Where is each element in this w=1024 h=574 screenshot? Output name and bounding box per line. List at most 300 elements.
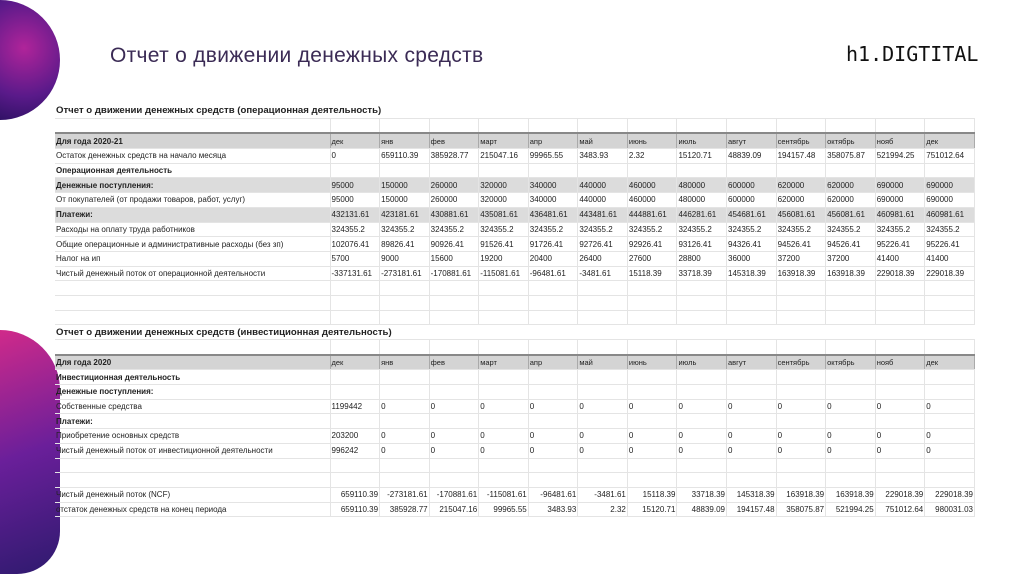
value-cell[interactable]: 229018.39 — [925, 266, 975, 281]
value-cell[interactable]: 94526.41 — [826, 237, 876, 252]
cell[interactable] — [727, 458, 777, 473]
value-cell[interactable]: 2.32 — [578, 502, 628, 517]
cell[interactable] — [727, 310, 777, 325]
cell[interactable] — [776, 118, 826, 133]
cell[interactable] — [528, 118, 578, 133]
value-cell[interactable]: 48839.09 — [677, 502, 727, 517]
value-cell[interactable]: 480000 — [677, 193, 727, 208]
value-cell[interactable] — [578, 414, 628, 429]
cell[interactable] — [826, 118, 876, 133]
value-cell[interactable] — [578, 163, 628, 178]
row-label[interactable]: Платежи: — [55, 207, 330, 222]
month-header[interactable]: июнь — [627, 133, 677, 148]
value-cell[interactable]: 15120.71 — [627, 502, 677, 517]
month-header[interactable]: март — [479, 133, 529, 148]
cell[interactable] — [627, 118, 677, 133]
value-cell[interactable]: 358075.87 — [826, 149, 876, 164]
cell[interactable] — [826, 473, 876, 488]
value-cell[interactable]: -170881.61 — [429, 487, 479, 502]
value-cell[interactable]: 194157.48 — [776, 149, 826, 164]
value-cell[interactable]: 0 — [677, 443, 727, 458]
value-cell[interactable]: 0 — [925, 443, 975, 458]
value-cell[interactable]: 480000 — [677, 178, 727, 193]
value-cell[interactable] — [528, 385, 578, 400]
cell[interactable] — [380, 473, 430, 488]
month-header[interactable]: июнь — [627, 355, 677, 370]
cell[interactable] — [925, 473, 975, 488]
cell[interactable] — [925, 281, 975, 296]
cell[interactable] — [776, 458, 826, 473]
value-cell[interactable]: 324355.2 — [330, 222, 380, 237]
row-label[interactable]: Остаток денежных средств на начало месяца — [55, 149, 330, 164]
cell[interactable] — [578, 310, 628, 325]
value-cell[interactable]: 9000 — [380, 251, 430, 266]
value-cell[interactable]: 690000 — [875, 193, 925, 208]
value-cell[interactable] — [528, 163, 578, 178]
value-cell[interactable]: 324355.2 — [627, 222, 677, 237]
value-cell[interactable]: 324355.2 — [578, 222, 628, 237]
cell[interactable] — [528, 295, 578, 310]
row-label[interactable]: Операционная деятельность — [55, 163, 330, 178]
value-cell[interactable] — [479, 163, 529, 178]
cell[interactable] — [875, 340, 925, 355]
value-cell[interactable] — [727, 414, 777, 429]
value-cell[interactable]: -96481.61 — [528, 487, 578, 502]
value-cell[interactable]: 145318.39 — [727, 487, 777, 502]
value-cell[interactable]: 33718.39 — [677, 266, 727, 281]
cell[interactable] — [826, 340, 876, 355]
cell[interactable] — [479, 295, 529, 310]
cell[interactable] — [875, 473, 925, 488]
value-cell[interactable]: 28800 — [677, 251, 727, 266]
cell[interactable] — [429, 118, 479, 133]
value-cell[interactable]: 91726.41 — [528, 237, 578, 252]
value-cell[interactable]: 620000 — [776, 193, 826, 208]
value-cell[interactable]: 460000 — [627, 193, 677, 208]
value-cell[interactable]: 620000 — [826, 178, 876, 193]
value-cell[interactable]: 751012.64 — [875, 502, 925, 517]
value-cell[interactable]: 0 — [627, 443, 677, 458]
value-cell[interactable] — [479, 385, 529, 400]
month-header[interactable]: апр — [528, 355, 578, 370]
value-cell[interactable] — [677, 385, 727, 400]
value-cell[interactable]: 194157.48 — [727, 502, 777, 517]
cell[interactable] — [55, 458, 330, 473]
row-label[interactable]: Общие операционные и административные расходы (без зп) — [55, 237, 330, 252]
value-cell[interactable]: 620000 — [776, 178, 826, 193]
value-cell[interactable]: 260000 — [429, 193, 479, 208]
value-cell[interactable]: 423181.61 — [380, 207, 430, 222]
cell[interactable] — [776, 295, 826, 310]
cell[interactable] — [528, 473, 578, 488]
cell[interactable] — [380, 458, 430, 473]
value-cell[interactable]: 150000 — [380, 193, 430, 208]
value-cell[interactable]: 385928.77 — [380, 502, 430, 517]
value-cell[interactable]: -273181.61 — [380, 266, 430, 281]
cell[interactable] — [677, 118, 727, 133]
value-cell[interactable]: 0 — [727, 429, 777, 444]
value-cell[interactable]: 456081.61 — [776, 207, 826, 222]
value-cell[interactable] — [677, 163, 727, 178]
cell[interactable] — [479, 340, 529, 355]
value-cell[interactable]: 0 — [528, 399, 578, 414]
value-cell[interactable]: 0 — [677, 399, 727, 414]
row-label[interactable]: Чистый денежный поток (NCF) — [55, 487, 330, 502]
cell[interactable] — [528, 310, 578, 325]
cell[interactable] — [528, 340, 578, 355]
value-cell[interactable] — [627, 385, 677, 400]
value-cell[interactable]: 0 — [429, 443, 479, 458]
row-label[interactable]: Расходы на оплату труда работников — [55, 222, 330, 237]
value-cell[interactable] — [380, 385, 430, 400]
value-cell[interactable]: 440000 — [578, 178, 628, 193]
cell[interactable] — [727, 340, 777, 355]
value-cell[interactable]: 521994.25 — [826, 502, 876, 517]
value-cell[interactable] — [578, 370, 628, 385]
cell[interactable] — [380, 118, 430, 133]
value-cell[interactable]: 751012.64 — [925, 149, 975, 164]
cell[interactable] — [578, 281, 628, 296]
value-cell[interactable]: 145318.39 — [727, 266, 777, 281]
value-cell[interactable]: 0 — [826, 443, 876, 458]
value-cell[interactable]: 0 — [578, 429, 628, 444]
value-cell[interactable]: 215047.16 — [429, 502, 479, 517]
value-cell[interactable] — [330, 385, 380, 400]
value-cell[interactable]: 99965.55 — [479, 502, 529, 517]
cell[interactable] — [677, 473, 727, 488]
cell[interactable] — [776, 473, 826, 488]
month-header[interactable]: дек — [330, 355, 380, 370]
cell[interactable] — [627, 473, 677, 488]
cell[interactable] — [727, 118, 777, 133]
value-cell[interactable]: 659110.39 — [330, 487, 380, 502]
cell[interactable] — [55, 118, 330, 133]
value-cell[interactable]: 324355.2 — [429, 222, 479, 237]
cell[interactable] — [528, 281, 578, 296]
row-label[interactable]: Денежные поступления: — [55, 385, 330, 400]
value-cell[interactable]: 690000 — [925, 178, 975, 193]
value-cell[interactable]: 620000 — [826, 193, 876, 208]
value-cell[interactable]: 324355.2 — [826, 222, 876, 237]
row-label[interactable]: Налог на ип — [55, 251, 330, 266]
value-cell[interactable]: 33718.39 — [677, 487, 727, 502]
value-cell[interactable]: 41400 — [925, 251, 975, 266]
value-cell[interactable] — [925, 414, 975, 429]
value-cell[interactable]: 91526.41 — [479, 237, 529, 252]
cell[interactable] — [776, 281, 826, 296]
month-header[interactable]: нояб — [875, 133, 925, 148]
value-cell[interactable]: 0 — [479, 399, 529, 414]
value-cell[interactable]: 95226.41 — [875, 237, 925, 252]
value-cell[interactable]: 37200 — [826, 251, 876, 266]
cell[interactable] — [727, 281, 777, 296]
cell[interactable] — [429, 310, 479, 325]
value-cell[interactable] — [875, 370, 925, 385]
value-cell[interactable] — [627, 370, 677, 385]
value-cell[interactable] — [776, 163, 826, 178]
value-cell[interactable]: 0 — [380, 429, 430, 444]
value-cell[interactable]: 0 — [826, 429, 876, 444]
cell[interactable] — [627, 340, 677, 355]
cell[interactable] — [55, 295, 330, 310]
cell[interactable] — [875, 458, 925, 473]
month-header[interactable]: авгут — [727, 355, 777, 370]
value-cell[interactable]: 0 — [776, 429, 826, 444]
value-cell[interactable]: 324355.2 — [875, 222, 925, 237]
value-cell[interactable]: 980031.03 — [925, 502, 975, 517]
value-cell[interactable]: 385928.77 — [429, 149, 479, 164]
cell[interactable] — [330, 281, 380, 296]
row-label[interactable]: Приобретение основных средств — [55, 429, 330, 444]
cell[interactable] — [528, 458, 578, 473]
value-cell[interactable]: 90926.41 — [429, 237, 479, 252]
month-header[interactable]: октябрь — [826, 133, 876, 148]
cell[interactable] — [330, 295, 380, 310]
cell[interactable] — [55, 281, 330, 296]
value-cell[interactable] — [429, 370, 479, 385]
cell[interactable] — [677, 310, 727, 325]
value-cell[interactable]: 324355.2 — [528, 222, 578, 237]
value-cell[interactable]: 5700 — [330, 251, 380, 266]
value-cell[interactable] — [727, 163, 777, 178]
cell[interactable] — [330, 310, 380, 325]
value-cell[interactable]: 659110.39 — [330, 502, 380, 517]
cell[interactable] — [578, 118, 628, 133]
cell[interactable] — [429, 295, 479, 310]
value-cell[interactable]: 95000 — [330, 178, 380, 193]
value-cell[interactable]: 0 — [578, 399, 628, 414]
cell[interactable] — [380, 340, 430, 355]
cell[interactable] — [429, 281, 479, 296]
value-cell[interactable] — [826, 385, 876, 400]
cell[interactable] — [55, 340, 330, 355]
value-cell[interactable] — [528, 370, 578, 385]
value-cell[interactable]: 324355.2 — [727, 222, 777, 237]
month-header[interactable]: янв — [380, 355, 430, 370]
value-cell[interactable]: 41400 — [875, 251, 925, 266]
value-cell[interactable]: 3483.93 — [528, 502, 578, 517]
value-cell[interactable]: -3481.61 — [578, 266, 628, 281]
value-cell[interactable]: 229018.39 — [875, 266, 925, 281]
value-cell[interactable]: 3483.93 — [578, 149, 628, 164]
value-cell[interactable]: -337131.61 — [330, 266, 380, 281]
value-cell[interactable]: 600000 — [727, 178, 777, 193]
value-cell[interactable]: 600000 — [727, 193, 777, 208]
cell[interactable] — [479, 458, 529, 473]
value-cell[interactable] — [627, 163, 677, 178]
value-cell[interactable]: 36000 — [727, 251, 777, 266]
value-cell[interactable]: 95226.41 — [925, 237, 975, 252]
cell[interactable] — [925, 458, 975, 473]
cell[interactable] — [826, 295, 876, 310]
value-cell[interactable]: 0 — [330, 149, 380, 164]
cell[interactable] — [677, 340, 727, 355]
month-header[interactable]: дек — [925, 133, 975, 148]
value-cell[interactable]: 19200 — [479, 251, 529, 266]
month-header[interactable]: май — [578, 133, 628, 148]
value-cell[interactable]: 443481.61 — [578, 207, 628, 222]
cell[interactable] — [429, 458, 479, 473]
value-cell[interactable]: 260000 — [429, 178, 479, 193]
value-cell[interactable]: 0 — [727, 443, 777, 458]
value-cell[interactable]: 324355.2 — [677, 222, 727, 237]
cell[interactable] — [826, 458, 876, 473]
year-label[interactable]: Для года 2020-21 — [55, 133, 330, 148]
value-cell[interactable] — [380, 163, 430, 178]
month-header[interactable]: сентябрь — [776, 355, 826, 370]
month-header[interactable]: янв — [380, 133, 430, 148]
value-cell[interactable] — [380, 414, 430, 429]
value-cell[interactable]: 150000 — [380, 178, 430, 193]
cell[interactable] — [826, 310, 876, 325]
value-cell[interactable] — [380, 370, 430, 385]
value-cell[interactable]: -115081.61 — [479, 266, 529, 281]
month-header[interactable]: авгут — [727, 133, 777, 148]
value-cell[interactable]: 521994.25 — [875, 149, 925, 164]
value-cell[interactable]: 92726.41 — [578, 237, 628, 252]
value-cell[interactable]: 460981.61 — [875, 207, 925, 222]
value-cell[interactable]: 0 — [875, 399, 925, 414]
value-cell[interactable]: 0 — [429, 399, 479, 414]
value-cell[interactable] — [826, 414, 876, 429]
cell[interactable] — [677, 295, 727, 310]
cell[interactable] — [925, 340, 975, 355]
value-cell[interactable]: 432131.61 — [330, 207, 380, 222]
cell[interactable] — [677, 281, 727, 296]
value-cell[interactable]: 0 — [429, 429, 479, 444]
value-cell[interactable]: 0 — [479, 443, 529, 458]
value-cell[interactable]: 94326.41 — [727, 237, 777, 252]
value-cell[interactable] — [429, 414, 479, 429]
cell[interactable] — [479, 281, 529, 296]
value-cell[interactable]: 460000 — [627, 178, 677, 193]
value-cell[interactable]: 163918.39 — [776, 266, 826, 281]
cell[interactable] — [627, 310, 677, 325]
cell[interactable] — [776, 310, 826, 325]
value-cell[interactable]: 163918.39 — [826, 266, 876, 281]
value-cell[interactable]: 37200 — [776, 251, 826, 266]
cell[interactable] — [380, 281, 430, 296]
cell[interactable] — [727, 473, 777, 488]
month-header[interactable]: сентябрь — [776, 133, 826, 148]
value-cell[interactable] — [429, 163, 479, 178]
value-cell[interactable]: 0 — [380, 399, 430, 414]
cell[interactable] — [677, 458, 727, 473]
value-cell[interactable] — [875, 385, 925, 400]
cell[interactable] — [330, 340, 380, 355]
cell[interactable] — [875, 310, 925, 325]
value-cell[interactable] — [479, 414, 529, 429]
value-cell[interactable] — [776, 385, 826, 400]
value-cell[interactable]: 0 — [380, 443, 430, 458]
value-cell[interactable]: 229018.39 — [875, 487, 925, 502]
row-label[interactable]: Денежные поступления: — [55, 178, 330, 193]
value-cell[interactable]: 446281.61 — [677, 207, 727, 222]
cell[interactable] — [627, 458, 677, 473]
value-cell[interactable]: 340000 — [528, 193, 578, 208]
row-label[interactable]: Чистый денежный поток от операционной деятельности — [55, 266, 330, 281]
value-cell[interactable]: 163918.39 — [776, 487, 826, 502]
row-label[interactable]: Собственные средства — [55, 399, 330, 414]
value-cell[interactable]: 0 — [776, 443, 826, 458]
value-cell[interactable] — [727, 385, 777, 400]
row-label[interactable]: отстаток денежных средств на конец периода — [55, 502, 330, 517]
value-cell[interactable]: 996242 — [330, 443, 380, 458]
value-cell[interactable] — [330, 414, 380, 429]
value-cell[interactable]: 324355.2 — [380, 222, 430, 237]
value-cell[interactable]: 659110.39 — [380, 149, 430, 164]
value-cell[interactable]: 0 — [776, 399, 826, 414]
value-cell[interactable]: 0 — [627, 429, 677, 444]
month-header[interactable]: июль — [677, 355, 727, 370]
value-cell[interactable] — [776, 414, 826, 429]
value-cell[interactable] — [627, 414, 677, 429]
row-label[interactable]: Инвестиционная деятельность — [55, 370, 330, 385]
cell[interactable] — [776, 340, 826, 355]
value-cell[interactable]: 436481.61 — [528, 207, 578, 222]
value-cell[interactable]: 324355.2 — [479, 222, 529, 237]
section-title[interactable]: Отчет о движении денежных средств (операционная деятельность) — [55, 104, 975, 118]
cell[interactable] — [727, 295, 777, 310]
value-cell[interactable]: 690000 — [875, 178, 925, 193]
month-header[interactable]: июль — [677, 133, 727, 148]
value-cell[interactable]: 435081.61 — [479, 207, 529, 222]
value-cell[interactable]: 358075.87 — [776, 502, 826, 517]
cell[interactable] — [578, 340, 628, 355]
value-cell[interactable]: 215047.16 — [479, 149, 529, 164]
section-title[interactable]: Отчет о движении денежных средств (инвестиционная деятельность) — [55, 325, 975, 340]
cell[interactable] — [380, 310, 430, 325]
cell[interactable] — [578, 473, 628, 488]
value-cell[interactable]: 95000 — [330, 193, 380, 208]
value-cell[interactable] — [875, 163, 925, 178]
value-cell[interactable]: 0 — [627, 399, 677, 414]
value-cell[interactable]: 320000 — [479, 193, 529, 208]
cell[interactable] — [627, 281, 677, 296]
value-cell[interactable]: 0 — [875, 429, 925, 444]
value-cell[interactable]: 15120.71 — [677, 149, 727, 164]
cell[interactable] — [380, 295, 430, 310]
cell[interactable] — [429, 473, 479, 488]
value-cell[interactable]: 15118.39 — [627, 487, 677, 502]
month-header[interactable]: фев — [429, 133, 479, 148]
month-header[interactable]: май — [578, 355, 628, 370]
value-cell[interactable]: 690000 — [925, 193, 975, 208]
cell[interactable] — [330, 118, 380, 133]
value-cell[interactable] — [826, 163, 876, 178]
value-cell[interactable] — [677, 370, 727, 385]
cell[interactable] — [479, 310, 529, 325]
value-cell[interactable]: 0 — [528, 429, 578, 444]
cell[interactable] — [925, 118, 975, 133]
value-cell[interactable]: 0 — [727, 399, 777, 414]
value-cell[interactable]: 89826.41 — [380, 237, 430, 252]
value-cell[interactable]: 0 — [578, 443, 628, 458]
value-cell[interactable] — [875, 414, 925, 429]
value-cell[interactable]: 0 — [925, 429, 975, 444]
value-cell[interactable]: 229018.39 — [925, 487, 975, 502]
value-cell[interactable]: 0 — [875, 443, 925, 458]
value-cell[interactable]: 456081.61 — [826, 207, 876, 222]
value-cell[interactable] — [677, 414, 727, 429]
value-cell[interactable]: 15600 — [429, 251, 479, 266]
value-cell[interactable] — [330, 163, 380, 178]
value-cell[interactable]: 324355.2 — [925, 222, 975, 237]
value-cell[interactable]: 444881.61 — [627, 207, 677, 222]
value-cell[interactable]: 440000 — [578, 193, 628, 208]
value-cell[interactable]: 92926.41 — [627, 237, 677, 252]
value-cell[interactable]: -3481.61 — [578, 487, 628, 502]
